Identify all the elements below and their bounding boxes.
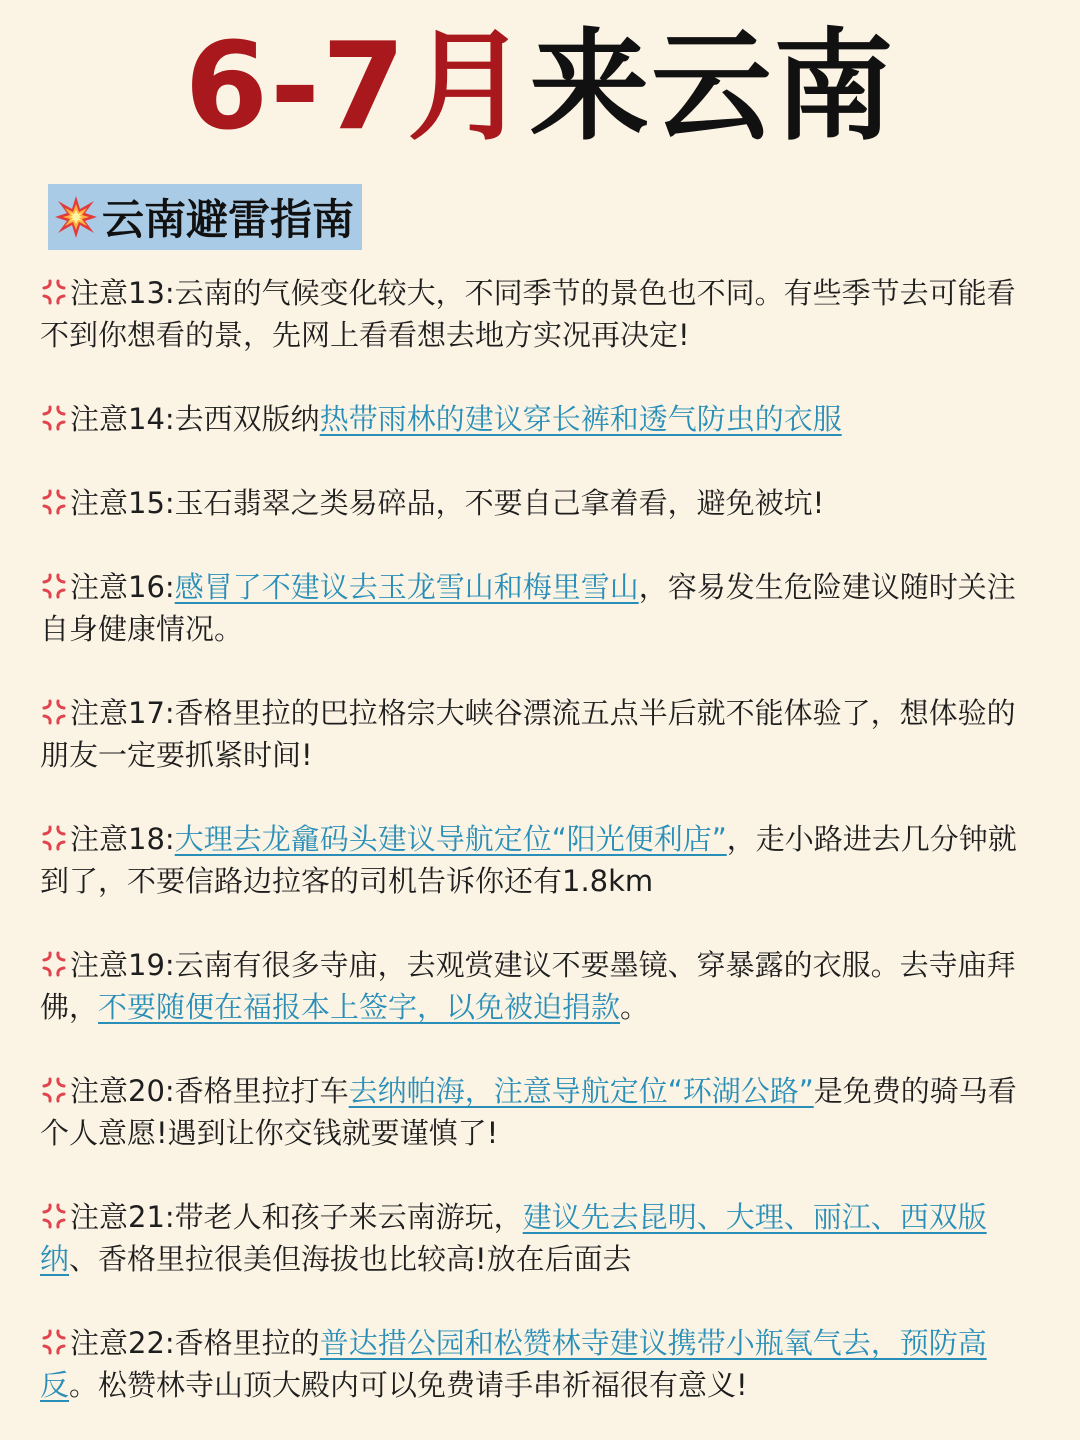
note-19 [40, 944, 1020, 1028]
note-text: 注意15:玉石翡翠之类易碎品，不要自己拿着看，避免被坑! [70, 486, 825, 520]
note-highlight-link[interactable]: 大理去龙龕码头建议导航定位“阳光便利店” [174, 822, 727, 856]
note-text-suffix: 。松赞林寺山顶大殿内可以免费请手串祈福很有意义! [69, 1368, 748, 1402]
note-21 [40, 1196, 1020, 1280]
note-text: 注意17:香格里拉的巴拉格宗大峡谷漂流五点半后就不能体验了，想体验的朋友一定要抓紧时间! [40, 696, 1016, 772]
collision-icon [54, 195, 98, 239]
anger-icon [40, 278, 68, 306]
note-highlight-link[interactable]: 热带雨林的建议穿长裤和透气防虫的衣服 [319, 402, 842, 436]
note-highlight-link[interactable]: 普达措公园和松赞林寺建议携带小瓶氧气去，预防高反 [40, 1326, 987, 1402]
page-title [0, 18, 1080, 158]
anger-icon [40, 1076, 68, 1104]
note-text: 注意18: [70, 822, 175, 856]
note-highlight-link[interactable]: 去纳帕海，注意导航定位“环湖公路” [348, 1074, 814, 1108]
note-text: 注意16: [70, 570, 175, 604]
note-text: 注意22:香格里拉的 [70, 1326, 320, 1360]
note-text-suffix: 、香格里拉很美但海拔也比较高!放在后面去 [69, 1242, 632, 1276]
note-22 [40, 1322, 1020, 1406]
anger-icon [40, 572, 68, 600]
anger-icon [40, 1328, 68, 1356]
note-highlight-link[interactable]: 感冒了不建议去玉龙雪山和梅里雪山 [174, 570, 639, 604]
title-months: 6-7月 [184, 18, 530, 157]
note-text: 注意20:香格里拉打车 [70, 1074, 349, 1108]
anger-icon [40, 698, 68, 726]
note-text: 注意21:带老人和孩子来云南游玩， [70, 1200, 523, 1234]
section-label-text: 云南避雷指南 [102, 195, 355, 244]
note-14 [40, 398, 1020, 440]
note-text: 注意14:去西双版纳 [70, 402, 320, 436]
note-13 [40, 272, 1020, 356]
note-text-suffix: 是免费的骑马看个人意愿!遇到让你交钱就要谨慎了! [40, 1074, 1017, 1150]
anger-icon [40, 950, 68, 978]
note-15 [40, 482, 1020, 524]
note-text: 注意13:云南的气候变化较大，不同季节的景色也不同。有些季节去可能看不到你想看的景，先网上看看想去地方实况再决定! [40, 276, 1016, 352]
anger-icon [40, 1202, 68, 1230]
anger-icon [40, 404, 68, 432]
title-destination: 来云南 [529, 18, 896, 157]
anger-icon [40, 488, 68, 516]
note-16 [40, 566, 1020, 650]
note-text-suffix: ，容易发生危险建议随时关注自身健康情况。 [40, 570, 1016, 646]
anger-icon [40, 824, 68, 852]
note-text-suffix: ，走小路进去几分钟就到了，不要信路边拉客的司机告诉你还有1.8km [40, 822, 1017, 898]
note-18 [40, 818, 1020, 902]
note-highlight-link[interactable]: 建议先去昆明、大理、丽江、西双版纳 [40, 1200, 987, 1276]
note-17 [40, 692, 1020, 776]
note-20 [40, 1070, 1020, 1154]
section-label [48, 184, 362, 250]
note-text-suffix: 。 [620, 990, 650, 1024]
note-text: 注意19:云南有很多寺庙，去观赏建议不要墨镜、穿暴露的衣服。去寺庙拜佛， [40, 948, 1016, 1024]
note-highlight-link[interactable]: 不要随便在福报本上签字，以免被迫捐款 [98, 990, 621, 1024]
